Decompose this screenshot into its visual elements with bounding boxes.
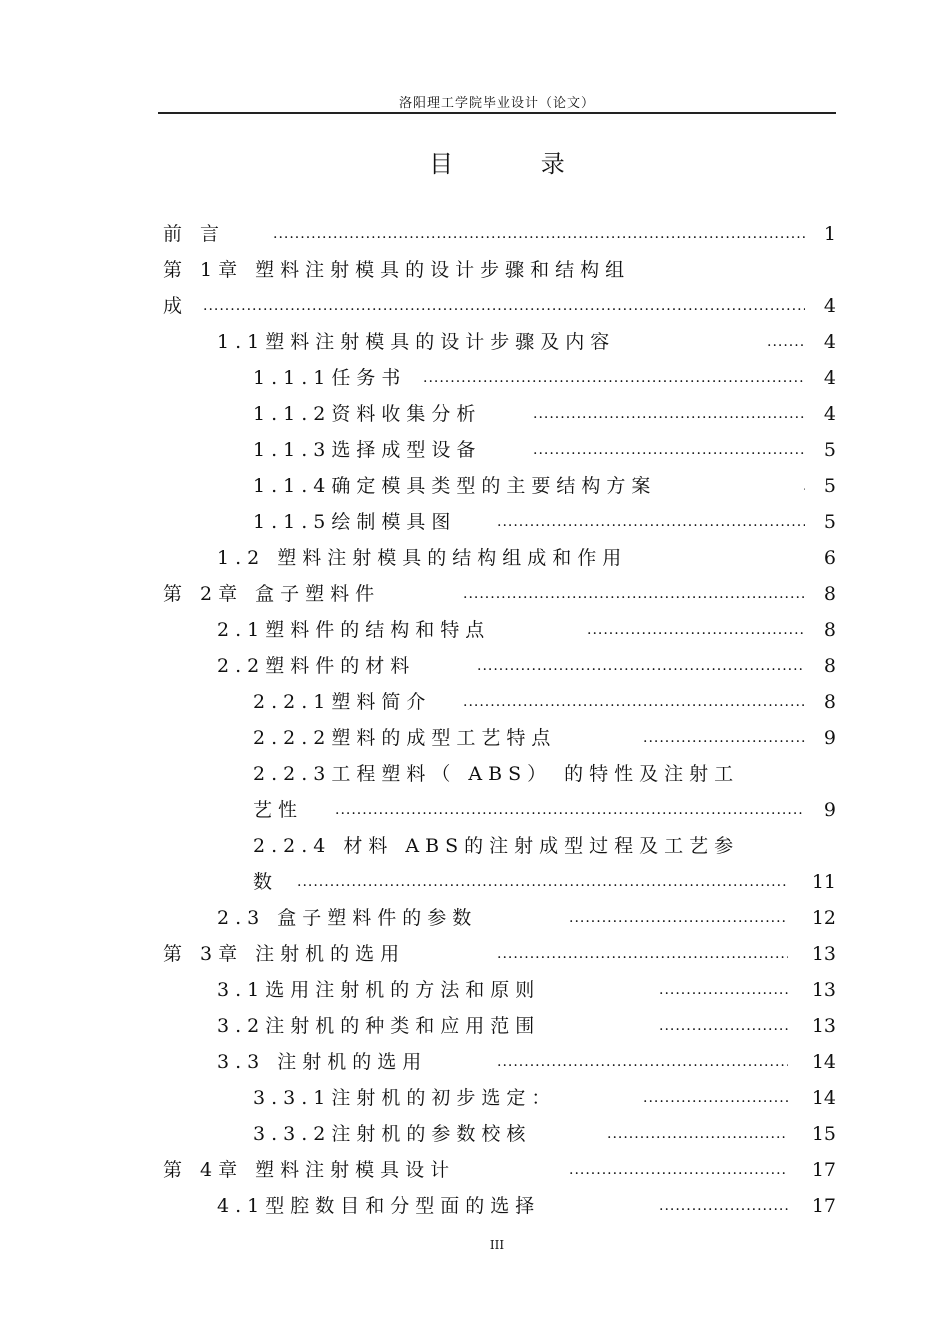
toc-page-number: 13 [811, 943, 836, 965]
toc-entry-label: 1.1.1任务书 [253, 367, 407, 389]
toc-leader-dots [587, 616, 805, 644]
toc-page-number: 17 [811, 1159, 836, 1181]
toc-entry[interactable] [253, 760, 836, 788]
toc-entry[interactable] [253, 472, 836, 500]
toc-entry-label: 3.2注射机的种类和应用范围 [217, 1015, 541, 1037]
toc-entry-label: 2.2.1塑料简介 [253, 691, 432, 713]
toc-page-number: 12 [811, 907, 836, 929]
toc-leader-dots [569, 904, 788, 932]
toc-entry[interactable] [217, 976, 836, 1004]
toc-leader-dots [273, 220, 805, 248]
toc-entry[interactable] [253, 688, 836, 716]
toc-leader-dots [497, 1048, 788, 1076]
toc-entry[interactable] [217, 1192, 836, 1220]
toc-entry-label: 1.1.3选择成型设备 [253, 439, 482, 461]
toc-page-number: 13 [811, 979, 836, 1001]
toc-entry[interactable] [217, 1012, 836, 1040]
toc-page-number: 8 [823, 655, 836, 677]
toc-entry[interactable] [217, 328, 836, 356]
toc-page-number: 8 [823, 619, 836, 641]
toc-entry[interactable] [163, 256, 836, 284]
toc-page-number: 14 [811, 1051, 836, 1073]
toc-page-number: 17 [811, 1195, 836, 1217]
toc-entry[interactable] [253, 1084, 836, 1112]
toc-page-number: 15 [811, 1123, 836, 1145]
toc-entry-label: 2.2.3工程塑料（ ABS） 的特性及注射工 [253, 763, 740, 785]
toc-leader-dots [659, 1012, 788, 1040]
toc-leader-dots [335, 796, 805, 824]
toc-entry-label: 1.2 塑料注射模具的结构组成和作用 [217, 547, 628, 569]
toc-page-number: 5 [823, 511, 836, 533]
toc-entry-label: 前 言 [163, 223, 226, 245]
toc-entry-label: 1.1.4确定模具类型的主要结构方案 [253, 475, 657, 497]
toc-leader-dots [497, 940, 788, 968]
toc-entry[interactable] [253, 364, 836, 392]
toc-page-number: 13 [811, 1015, 836, 1037]
toc-entry[interactable] [217, 1048, 836, 1076]
toc-page-number: 11 [811, 871, 836, 893]
toc-entry[interactable] [253, 868, 836, 896]
toc-leader-dots [569, 1156, 788, 1184]
toc-entry[interactable] [217, 904, 836, 932]
toc-page-number: 5 [823, 439, 836, 461]
toc-entry[interactable] [163, 220, 836, 248]
toc-leader-dots [533, 436, 805, 464]
toc-entry[interactable] [253, 724, 836, 752]
toc-entry-label: 第 2章 盒子塑料件 [163, 583, 381, 605]
toc-leader-dots [463, 688, 805, 716]
toc-entry-label: 3.3.2注射机的参数校核 [253, 1123, 532, 1145]
toc-entry[interactable] [217, 616, 836, 644]
toc-page-number: 8 [823, 583, 836, 605]
toc-leader-dots [533, 400, 805, 428]
toc-entry[interactable] [217, 652, 836, 680]
toc-leader-dots [643, 1084, 788, 1112]
toc-page-number: 4 [823, 295, 836, 317]
page-number-footer: III [489, 1238, 505, 1252]
toc-entry-label: 3.3 注射机的选用 [217, 1051, 428, 1073]
toc-leader-dots [607, 1120, 788, 1148]
toc-entry-label: 第 3章 注射机的选用 [163, 943, 406, 965]
toc-entry-label: 3.1选用注射机的方法和原则 [217, 979, 541, 1001]
toc-entry[interactable] [217, 544, 836, 572]
toc-entry-label: 第 4章 塑料注射模具设计 [163, 1159, 456, 1181]
toc-page-number: 6 [823, 547, 836, 569]
toc-leader-dots [497, 508, 805, 536]
toc-leader-dots [643, 724, 805, 752]
toc-entry-label: 4.1型腔数目和分型面的选择 [217, 1195, 541, 1217]
toc-entry-label: 1.1.2资料收集分析 [253, 403, 482, 425]
toc-entry[interactable] [253, 1120, 836, 1148]
toc-leader-dots [203, 292, 805, 320]
toc-page-number: 4 [823, 367, 836, 389]
toc-leader-dots [463, 580, 805, 608]
toc-entry[interactable] [253, 436, 836, 464]
toc-entry[interactable] [163, 580, 836, 608]
toc-entry-label: 1.1塑料注射模具的设计步骤及内容 [217, 331, 616, 353]
toc-entry[interactable] [253, 796, 836, 824]
toc-leader-dots [477, 652, 805, 680]
toc-page-number: 8 [823, 691, 836, 713]
toc-page-number: 4 [823, 331, 836, 353]
toc-entry[interactable] [253, 400, 836, 428]
page-title: 目 录 [429, 150, 605, 178]
toc-leader-dots [659, 976, 788, 1004]
toc-entry[interactable] [253, 508, 836, 536]
page-header: 洛阳理工学院毕业设计（论文） [398, 96, 595, 111]
toc-entry-label: 2.2塑料件的材料 [217, 655, 416, 677]
toc-entry[interactable] [163, 940, 836, 968]
toc-page-number: 9 [823, 799, 836, 821]
toc-entry[interactable] [163, 1156, 836, 1184]
toc-entry-label: 3.3.1注射机的初步选定： [253, 1087, 557, 1109]
toc-entry-label: 1.1.5绘制模具图 [253, 511, 457, 533]
toc-entry-label: 艺性 [253, 799, 304, 821]
toc-entry-label: 2.2.4 材料 ABS的注射成型过程及工艺参 [253, 835, 740, 857]
toc-entry-label: 2.2.2塑料的成型工艺特点 [253, 727, 557, 749]
toc-page-number: 1 [823, 223, 836, 245]
toc-entry-label: 数 [253, 871, 279, 893]
toc-leader-dots [297, 868, 788, 896]
toc-page-number: 4 [823, 403, 836, 425]
toc-leader-dots [423, 364, 805, 392]
toc-entry-label: 2.1塑料件的结构和特点 [217, 619, 491, 641]
toc-entry[interactable] [253, 832, 836, 860]
toc-entry[interactable] [163, 292, 836, 320]
toc-entry-label: 成 [163, 295, 189, 317]
toc-leader-dots [659, 1192, 788, 1220]
toc-page-number: 14 [811, 1087, 836, 1109]
toc-entry-label: 第 1章 塑料注射模具的设计步骤和结构组 [163, 259, 631, 281]
toc-page-number: 5 [823, 475, 836, 497]
toc-entry-label: 2.3 盒子塑料件的参数 [217, 907, 478, 929]
toc-page-number: 9 [823, 727, 836, 749]
